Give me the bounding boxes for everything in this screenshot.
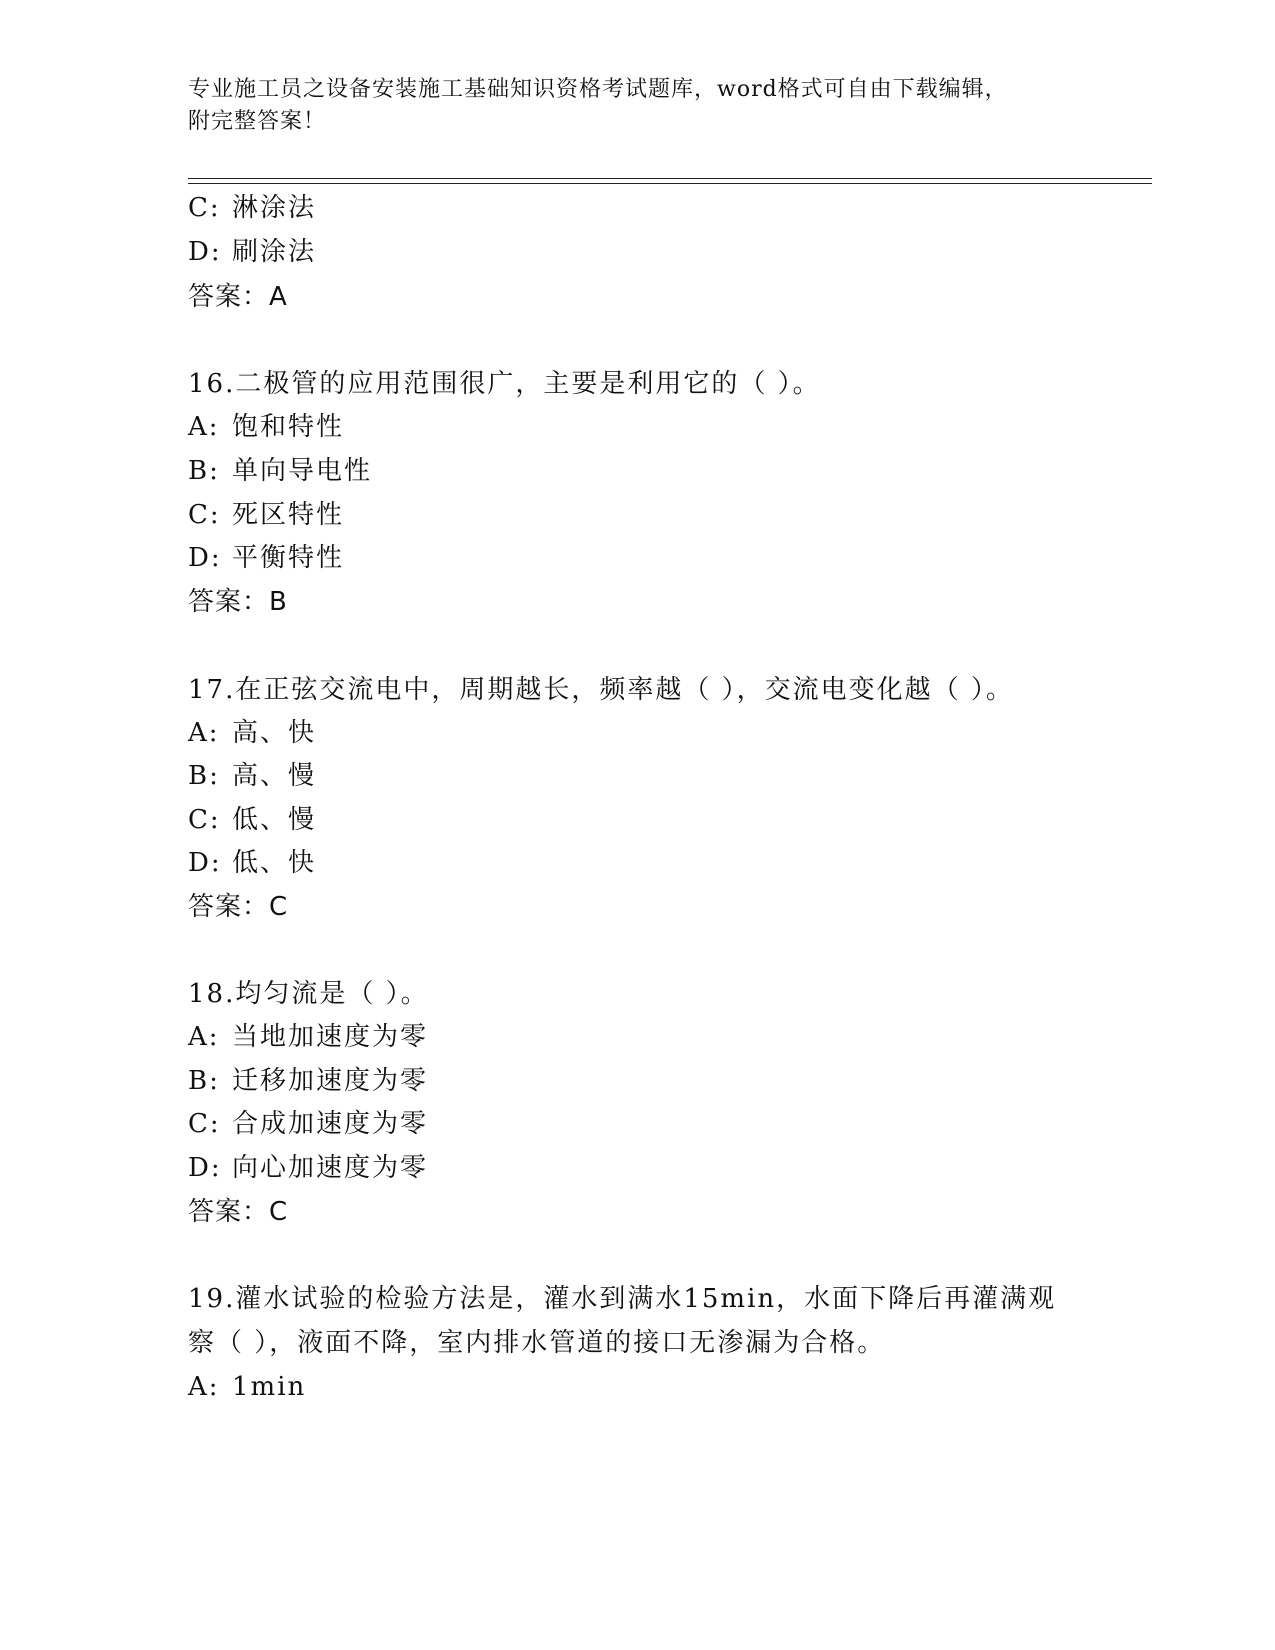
header-line-2: 附完整答案！ bbox=[188, 109, 327, 134]
question-18-option-c bbox=[188, 1107, 428, 1141]
question-19-stem-line-1: 19.灌水试验的检验方法是，灌水到满水15min，水面下降后再灌满观 bbox=[188, 1284, 1057, 1314]
option-text: 淋涂法 bbox=[232, 193, 317, 223]
header-rule-top bbox=[188, 178, 1152, 179]
option-label: D: bbox=[188, 543, 222, 573]
option-label: C: bbox=[188, 500, 221, 530]
option-label: C: bbox=[188, 805, 221, 835]
option-label: D: bbox=[188, 848, 222, 878]
option-text: 合成加速度为零 bbox=[232, 1109, 429, 1139]
option-label: A: bbox=[188, 1022, 220, 1052]
question-19-stem-line-2: 察（ ），液面不降，室内排水管道的接口无渗漏为合格。 bbox=[188, 1328, 886, 1358]
question-18-option-b bbox=[188, 1064, 428, 1098]
option-label: A: bbox=[188, 1372, 220, 1402]
option-text: 当地加速度为零 bbox=[232, 1022, 429, 1052]
option-text: 低、快 bbox=[232, 848, 317, 878]
option-text: 迁移加速度为零 bbox=[232, 1066, 429, 1096]
question-17-option-a bbox=[188, 716, 316, 750]
question-18-stem: 18.均匀流是（ ）。 bbox=[188, 979, 429, 1009]
option-text: 低、慢 bbox=[232, 805, 317, 835]
option-text: 单向导电性 bbox=[232, 456, 373, 486]
page-header bbox=[188, 74, 1148, 138]
option-text: 平衡特性 bbox=[232, 543, 345, 573]
option-label: B: bbox=[188, 1066, 220, 1096]
option-label: C: bbox=[188, 1109, 221, 1139]
question-16-option-d bbox=[188, 541, 344, 575]
option-text: 向心加速度为零 bbox=[232, 1153, 429, 1183]
question-16-option-c bbox=[188, 498, 344, 532]
option-label: A: bbox=[188, 718, 220, 748]
question-16-answer: 答案：B bbox=[188, 587, 288, 617]
answer-prev: 答案：A bbox=[188, 282, 288, 312]
option-label: C: bbox=[188, 193, 221, 223]
question-16-option-b bbox=[188, 454, 372, 488]
question-19-option-a bbox=[188, 1370, 306, 1404]
question-17-option-b bbox=[188, 759, 316, 793]
question-17-stem: 17.在正弦交流电中，周期越长，频率越（ ），交流电变化越（ ）。 bbox=[188, 675, 1014, 705]
option-label: B: bbox=[188, 456, 220, 486]
option-text: 刷涂法 bbox=[232, 237, 317, 267]
question-16-option-a bbox=[188, 410, 344, 444]
option-d-prev bbox=[188, 235, 316, 269]
question-17-option-c bbox=[188, 803, 316, 837]
question-18-option-a bbox=[188, 1020, 428, 1054]
option-text: 高、快 bbox=[232, 718, 317, 748]
question-17-answer: 答案：C bbox=[188, 892, 289, 922]
option-text: 死区特性 bbox=[232, 500, 345, 530]
option-label: A: bbox=[188, 412, 220, 442]
option-text: 饱和特性 bbox=[232, 412, 345, 442]
option-label: D: bbox=[188, 1153, 222, 1183]
header-line-1: 专业施工员之设备安装施工基础知识资格考试题库，word格式可自由下载编辑， bbox=[188, 77, 1008, 102]
question-16-stem: 16.二极管的应用范围很广，主要是利用它的（ ）。 bbox=[188, 369, 821, 399]
header-rule-bottom bbox=[188, 183, 1152, 184]
option-text: 1min bbox=[232, 1372, 307, 1402]
option-label: D: bbox=[188, 237, 222, 267]
question-18-option-d bbox=[188, 1151, 428, 1185]
question-17-option-d bbox=[188, 846, 316, 880]
option-label: B: bbox=[188, 761, 220, 791]
question-18-answer: 答案：C bbox=[188, 1197, 289, 1227]
option-c-prev bbox=[188, 191, 316, 225]
option-text: 高、慢 bbox=[232, 761, 317, 791]
